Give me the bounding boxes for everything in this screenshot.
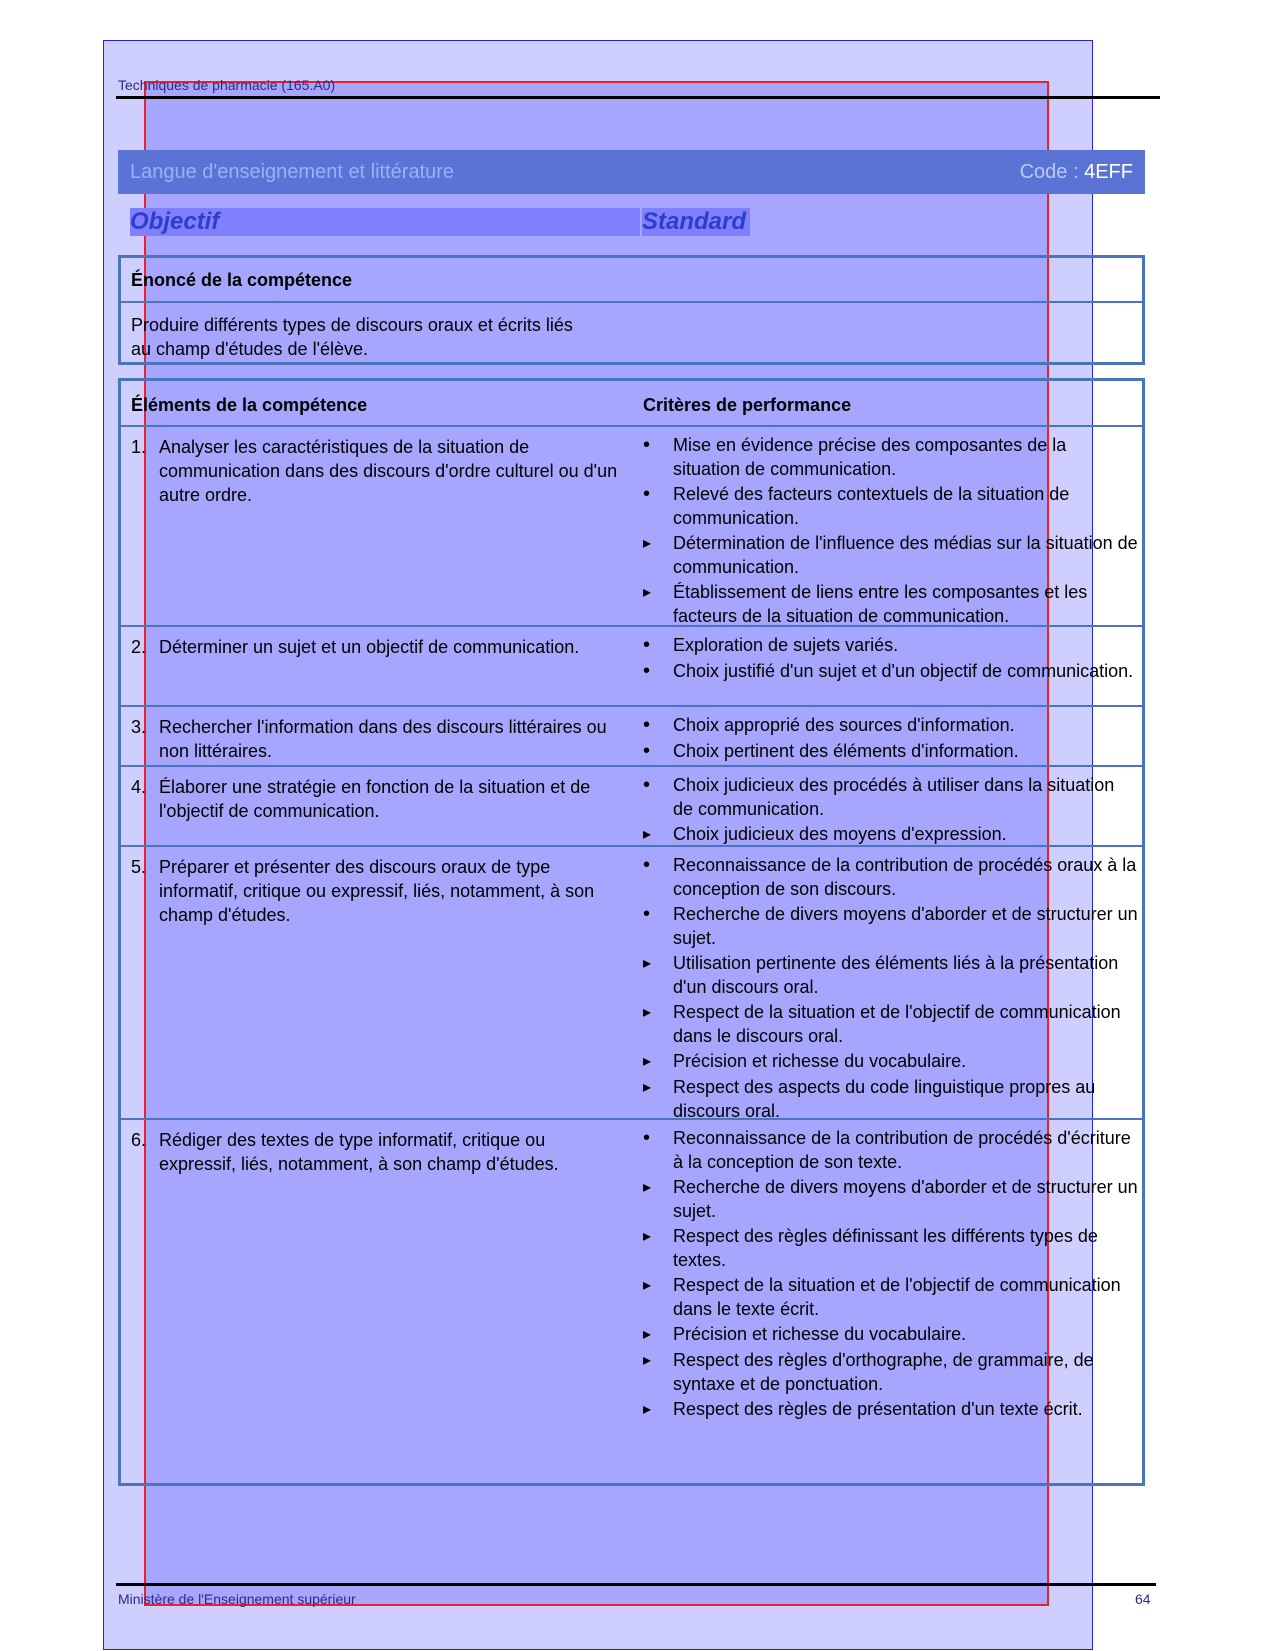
bullet-arrow-icon <box>643 1075 673 1123</box>
bullet-dot-icon <box>643 633 673 658</box>
element-text <box>131 855 626 927</box>
objectif-heading: Objectif <box>130 208 640 236</box>
bullet-arrow-icon <box>643 1273 673 1321</box>
elements-table <box>118 378 1145 1486</box>
element-number: 5. <box>131 857 147 877</box>
criterion-text: Respect de la situation et de l'objectif de communication dans le discours oral. <box>673 1002 1121 1046</box>
criterion-text: Respect des règles définissant les différents types de textes. <box>673 1226 1098 1270</box>
element-number: 1. <box>131 437 147 457</box>
criterion-text: Respect des règles de présentation d'un texte écrit. <box>673 1399 1083 1419</box>
enonce-text: Produire différents types de discours oraux et écrits liés au champ d'études de l'élève. <box>131 315 573 359</box>
bullet-dot-icon <box>643 713 673 738</box>
element-description: Déterminer un sujet et un objectif de communication. <box>159 637 580 657</box>
criterion-item <box>643 1126 1138 1174</box>
bullet-dot-icon <box>643 853 673 901</box>
criterion-item <box>643 713 1138 738</box>
bullet-dot-icon <box>643 902 673 950</box>
bullet-arrow-icon <box>643 1348 673 1396</box>
bullet-arrow-icon <box>643 580 673 628</box>
criterion-item <box>643 853 1138 901</box>
element-text <box>131 715 626 763</box>
element-text <box>131 435 626 507</box>
header-program: Techniques de pharmacie (165.A0) <box>118 77 336 93</box>
criterion-text: Mise en évidence précise des composantes de la situation de communication. <box>673 435 1067 479</box>
code-label: Code : <box>1019 160 1085 183</box>
element-row <box>121 427 1142 627</box>
criterion-text: Exploration de sujets variés. <box>673 635 899 655</box>
criterion-item <box>643 1397 1138 1422</box>
competency-title: Langue d'enseignement et littérature <box>130 160 455 183</box>
element-row <box>121 627 1142 707</box>
element-number: 4. <box>131 777 147 797</box>
criterion-text: Recherche de divers moyens d'aborder et de structurer un sujet. <box>673 904 1138 948</box>
criterion-item <box>643 1175 1138 1223</box>
bullet-dot-icon <box>643 739 673 764</box>
criterion-item <box>643 773 1138 821</box>
criterion-item <box>643 659 1138 684</box>
element-row <box>121 847 1142 1120</box>
criteria-list <box>643 713 1138 765</box>
criterion-text: Utilisation pertinente des éléments liés à la présentation d'un discours oral. <box>673 953 1119 997</box>
criterion-text: Respect des règles d'orthographe, de grammaire, de syntaxe et de ponctuation. <box>673 1350 1094 1394</box>
bullet-arrow-icon <box>643 531 673 579</box>
criterion-item <box>643 1348 1138 1396</box>
criterion-text: Choix justifié d'un sujet et d'un objectif de communication. <box>673 661 1134 681</box>
criterion-item <box>643 482 1138 530</box>
element-text <box>131 635 626 659</box>
criterion-text: Précision et richesse du vocabulaire. <box>673 1324 967 1344</box>
element-row <box>121 707 1142 767</box>
criterion-text: Choix judicieux des moyens d'expression. <box>673 824 1007 844</box>
bullet-dot-icon <box>643 482 673 530</box>
criterion-item <box>643 739 1138 764</box>
criterion-text: Précision et richesse du vocabulaire. <box>673 1051 967 1071</box>
enonce-heading: Énoncé de la compétence <box>121 258 1142 303</box>
element-number: 3. <box>131 717 147 737</box>
footer-rule <box>116 1583 1156 1586</box>
competency-title-bar <box>118 150 1145 194</box>
criterion-text: Établissement de liens entre les composantes et les facteurs de la situation de communication. <box>673 582 1088 626</box>
element-row <box>121 1120 1142 1465</box>
bullet-dot-icon <box>643 773 673 821</box>
criterion-item <box>643 1224 1138 1272</box>
criteria-list <box>643 773 1138 848</box>
element-number: 6. <box>131 1130 147 1150</box>
criteria-list <box>643 433 1138 629</box>
bullet-dot-icon <box>643 659 673 684</box>
criterion-text: Choix approprié des sources d'information. <box>673 715 1015 735</box>
element-description: Rechercher l'information dans des discours littéraires ou non littéraires. <box>159 717 607 761</box>
criterion-item <box>643 633 1138 658</box>
element-text <box>131 775 626 823</box>
criterion-text: Relevé des facteurs contextuels de la situation de communication. <box>673 484 1070 528</box>
criterion-item <box>643 1273 1138 1321</box>
criterion-text: Respect de la situation et de l'objectif de communication dans le texte écrit. <box>673 1275 1121 1319</box>
criterion-item <box>643 1049 1138 1074</box>
elements-table-header <box>121 381 1142 427</box>
criterion-text: Choix pertinent des éléments d'information. <box>673 741 1019 761</box>
header-rule <box>116 96 1160 99</box>
elements-heading: Éléments de la compétence <box>131 395 368 415</box>
criterion-item <box>643 433 1138 481</box>
standard-heading: Standard <box>642 208 750 236</box>
element-description: Préparer et présenter des discours oraux de type informatif, critique ou expressif, liés, notamment, à son champ d'études. <box>159 857 595 925</box>
bullet-arrow-icon <box>643 1000 673 1048</box>
competency-code <box>1020 161 1133 184</box>
bullet-arrow-icon <box>643 1049 673 1074</box>
bullet-arrow-icon <box>643 951 673 999</box>
criterion-item <box>643 822 1138 847</box>
criterion-item <box>643 902 1138 950</box>
criteria-list <box>643 853 1138 1124</box>
bullet-dot-icon <box>643 1126 673 1174</box>
bullet-arrow-icon <box>643 1224 673 1272</box>
bullet-arrow-icon <box>643 822 673 847</box>
criterion-item <box>643 531 1138 579</box>
criteria-list <box>643 633 1138 685</box>
criteria-list <box>643 1126 1138 1423</box>
element-description: Analyser les caractéristiques de la situation de communication dans des discours d'ordre culturel ou d'un autre ordre. <box>159 437 618 505</box>
element-row <box>121 767 1142 847</box>
bullet-dot-icon <box>643 433 673 481</box>
criterion-item <box>643 1322 1138 1347</box>
criterion-text: Détermination de l'influence des médias sur la situation de communication. <box>673 533 1138 577</box>
column-headings <box>130 208 1140 238</box>
criterion-text: Choix judicieux des procédés à utiliser dans la situation de communication. <box>673 775 1115 819</box>
bullet-arrow-icon <box>643 1175 673 1223</box>
page-number: 64 <box>1135 1591 1151 1607</box>
element-description: Élaborer une stratégie en fonction de la situation et de l'objectif de communication. <box>159 777 591 821</box>
criterion-text: Respect des aspects du code linguistique propres au discours oral. <box>673 1077 1096 1121</box>
criterion-text: Reconnaissance de la contribution de procédés d'écriture à la conception de son texte. <box>673 1128 1131 1172</box>
criterion-item <box>643 580 1138 628</box>
code-value: 4EFF <box>1084 160 1133 183</box>
criterion-item <box>643 1075 1138 1123</box>
elements-rows <box>121 427 1142 1465</box>
enonce-box <box>118 255 1145 365</box>
criterion-text: Reconnaissance de la contribution de procédés oraux à la conception de son discours. <box>673 855 1137 899</box>
bullet-arrow-icon <box>643 1397 673 1422</box>
bullet-arrow-icon <box>643 1322 673 1347</box>
element-number: 2. <box>131 637 147 657</box>
criterion-item <box>643 951 1138 999</box>
criteria-heading: Critères de performance <box>643 395 852 415</box>
footer-ministry: Ministère de l'Enseignement supérieur <box>118 1591 356 1607</box>
element-text <box>131 1128 626 1176</box>
element-description: Rédiger des textes de type informatif, critique ou expressif, liés, notamment, à son champ d'études. <box>159 1130 559 1174</box>
criterion-item <box>643 1000 1138 1048</box>
criterion-text: Recherche de divers moyens d'aborder et de structurer un sujet. <box>673 1177 1138 1221</box>
